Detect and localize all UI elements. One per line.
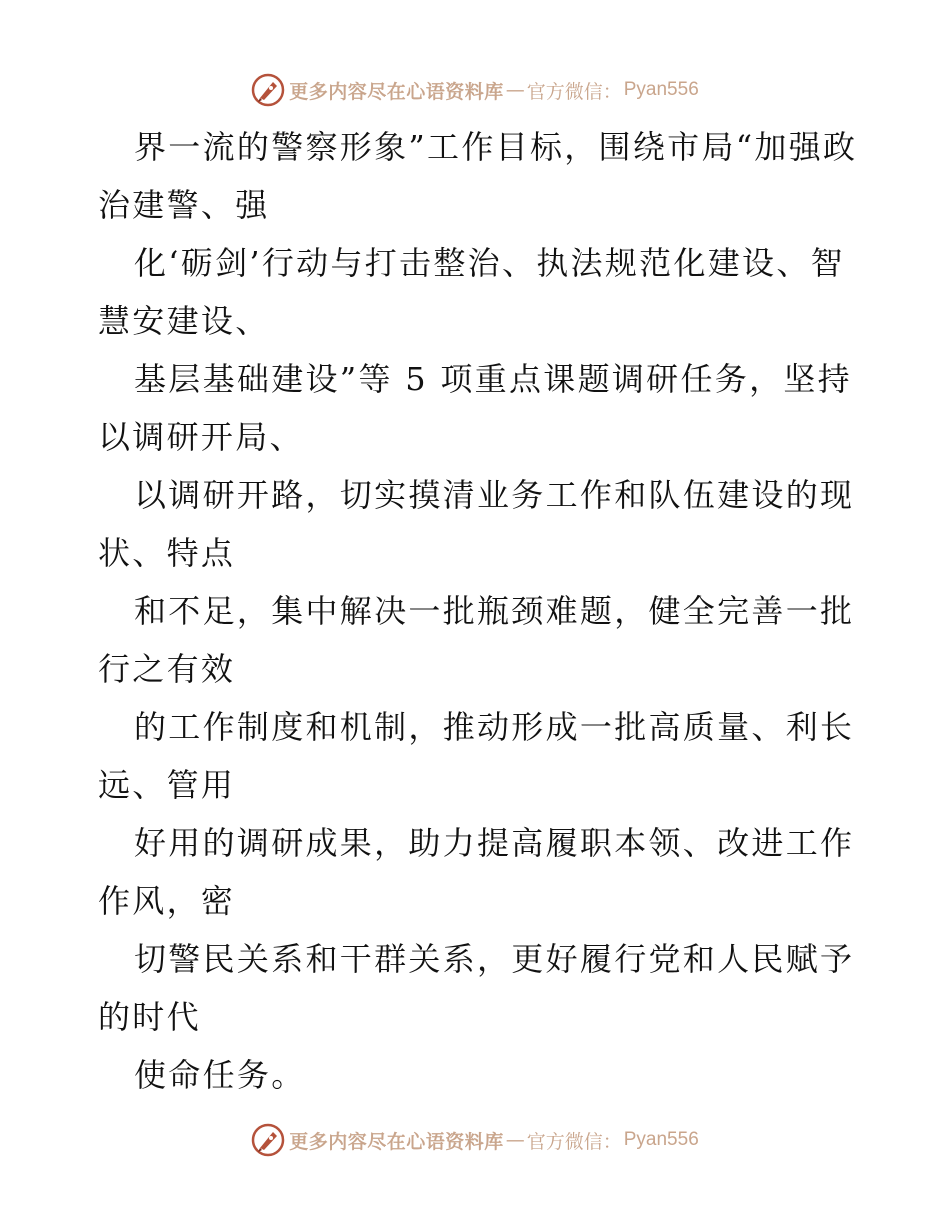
pen-nib-logo-icon [251, 1123, 285, 1157]
paragraph: 基层基础建设”等 5 项重点课题调研任务，坚持以调研开局、 [98, 360, 852, 456]
paragraph: 切警民关系和干群关系，更好履行党和人民赋予的时代 [98, 940, 855, 1036]
banner-title: 更多内容尽在心语资料库 [289, 80, 504, 103]
footer-banner [0, 1120, 950, 1160]
header-banner [0, 70, 950, 110]
banner-separator: — [505, 79, 525, 101]
wechat-label: 官方微信： [526, 80, 622, 103]
paragraph: 好用的调研成果，助力提高履职本领、改进工作作风，密 [98, 824, 855, 920]
paragraph: 和不足，集中解决一批瓶颈难题，健全完善一批行之有效 [98, 592, 855, 688]
paragraph: 的工作制度和机制，推动形成一批高质量、利长远、管用 [98, 708, 855, 804]
paragraph: 界一流的警察形象”工作目标，围绕市局“加强政治建警、强 [98, 128, 858, 224]
wechat-id: Pyan556 [623, 79, 699, 100]
paragraph: 以调研开路，切实摸清业务工作和队伍建设的现状、特点 [98, 476, 855, 572]
paragraph: 化‘砺剑’行动与打击整治、执法规范化建设、智慧安建设、 [98, 244, 845, 340]
wechat-label: 官方微信： [526, 1130, 622, 1153]
document-body [98, 118, 858, 1104]
pen-nib-logo-icon [251, 73, 285, 107]
paragraph: 使命任务。 [134, 1056, 306, 1094]
banner-title: 更多内容尽在心语资料库 [289, 1130, 504, 1153]
banner-separator: — [505, 1129, 525, 1151]
wechat-id: Pyan556 [623, 1129, 699, 1150]
